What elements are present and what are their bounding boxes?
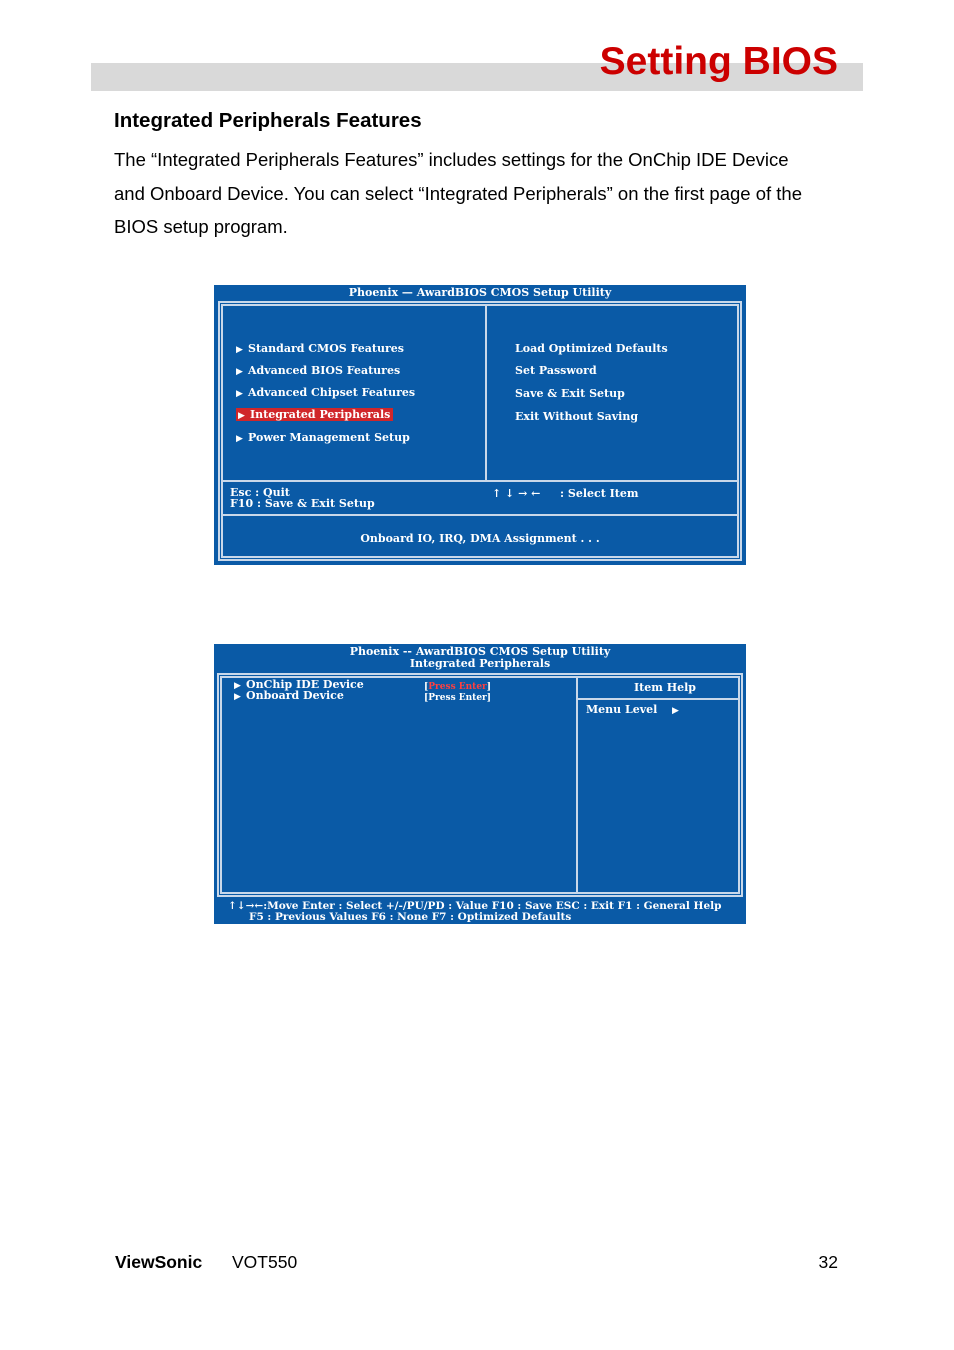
bios-main-screenshot bbox=[214, 285, 746, 565]
section-title: Integrated Peripherals Features bbox=[114, 109, 422, 132]
intro-line: and Onboard Device. You can select “Integrated Peripherals” on the first page of the bbox=[114, 182, 803, 204]
bios-divider bbox=[221, 514, 739, 516]
bios-column-divider bbox=[485, 304, 487, 482]
intro-paragraph bbox=[114, 143, 844, 244]
bios-title: Phoenix -- AwardBIOS CMOS Setup Utility bbox=[349, 645, 611, 658]
page-title: Setting BIOS bbox=[599, 40, 838, 83]
page-number: 32 bbox=[818, 1252, 838, 1272]
triangle-right-icon: ▶ bbox=[236, 367, 243, 377]
menu-item-save-exit[interactable]: Save & Exit Setup bbox=[515, 387, 625, 400]
setting-onchip-ide[interactable]: ▶ OnChip IDE Device bbox=[234, 678, 364, 691]
bios-divider bbox=[221, 480, 739, 482]
menu-item-advanced-bios[interactable]: ▶ Advanced BIOS Features bbox=[236, 364, 401, 377]
key-hint-select: : Select Item bbox=[560, 487, 639, 500]
key-help-line: F5 : Previous Values F6 : None F7 : Optimized Defaults bbox=[249, 911, 572, 923]
menu-item-exit-without-saving[interactable]: Exit Without Saving bbox=[515, 410, 639, 423]
intro-line: The “Integrated Peripherals Features” includes settings for the OnChip IDE Device bbox=[114, 149, 789, 170]
footer-model: VOT550 bbox=[232, 1252, 298, 1272]
menu-item-standard-cmos[interactable]: ▶ Standard CMOS Features bbox=[236, 342, 404, 355]
press-enter-value[interactable]: [Press Enter] bbox=[424, 682, 492, 692]
menu-item-load-defaults[interactable]: Load Optimized Defaults bbox=[515, 342, 668, 355]
setting-onboard-device[interactable]: ▶ Onboard Device bbox=[234, 689, 344, 702]
key-hint-esc: Esc : Quit bbox=[230, 486, 290, 499]
footer-brand: ViewSonic bbox=[115, 1252, 203, 1272]
triangle-right-icon: ▶ bbox=[234, 692, 241, 702]
triangle-right-icon: ▶ bbox=[672, 706, 679, 716]
bios-subtitle: Integrated Peripherals bbox=[409, 657, 551, 670]
triangle-right-icon: ▶ bbox=[236, 434, 243, 444]
arrow-keys-icon: ↑ ↓ → ← bbox=[492, 487, 541, 500]
bios-inner-frame bbox=[220, 676, 740, 894]
menu-item-advanced-chipset[interactable]: ▶ Advanced Chipset Features bbox=[236, 386, 416, 399]
menu-item-power-management[interactable]: ▶ Power Management Setup bbox=[236, 431, 410, 444]
menu-item-set-password[interactable]: Set Password bbox=[515, 364, 597, 377]
help-divider bbox=[576, 698, 740, 700]
key-help-line: ↑↓→←:Move Enter : Select +/-/PU/PD : Value F10 : Save ESC : Exit F1 : General Help bbox=[228, 900, 722, 912]
bios-column-divider bbox=[576, 676, 578, 894]
bios-integrated-peripherals-screenshot bbox=[214, 644, 746, 924]
bios-title: Phoenix — AwardBIOS CMOS Setup Utility bbox=[348, 286, 612, 299]
menu-item-integrated-peripherals[interactable]: ▶ Integrated Peripherals bbox=[236, 408, 393, 421]
intro-line: BIOS setup program. bbox=[114, 216, 288, 237]
status-line: Onboard IO, IRQ, DMA Assignment . . . bbox=[360, 532, 600, 545]
menu-level-label: Menu Level bbox=[586, 703, 658, 716]
key-hint-f10: F10 : Save & Exit Setup bbox=[230, 497, 375, 510]
triangle-right-icon: ▶ bbox=[234, 681, 241, 691]
triangle-right-icon: ▶ bbox=[236, 389, 243, 399]
triangle-right-icon: ▶ bbox=[238, 411, 245, 421]
item-help-title: Item Help bbox=[634, 681, 696, 694]
triangle-right-icon: ▶ bbox=[236, 345, 243, 355]
press-enter-value[interactable]: [Press Enter] bbox=[424, 693, 492, 703]
